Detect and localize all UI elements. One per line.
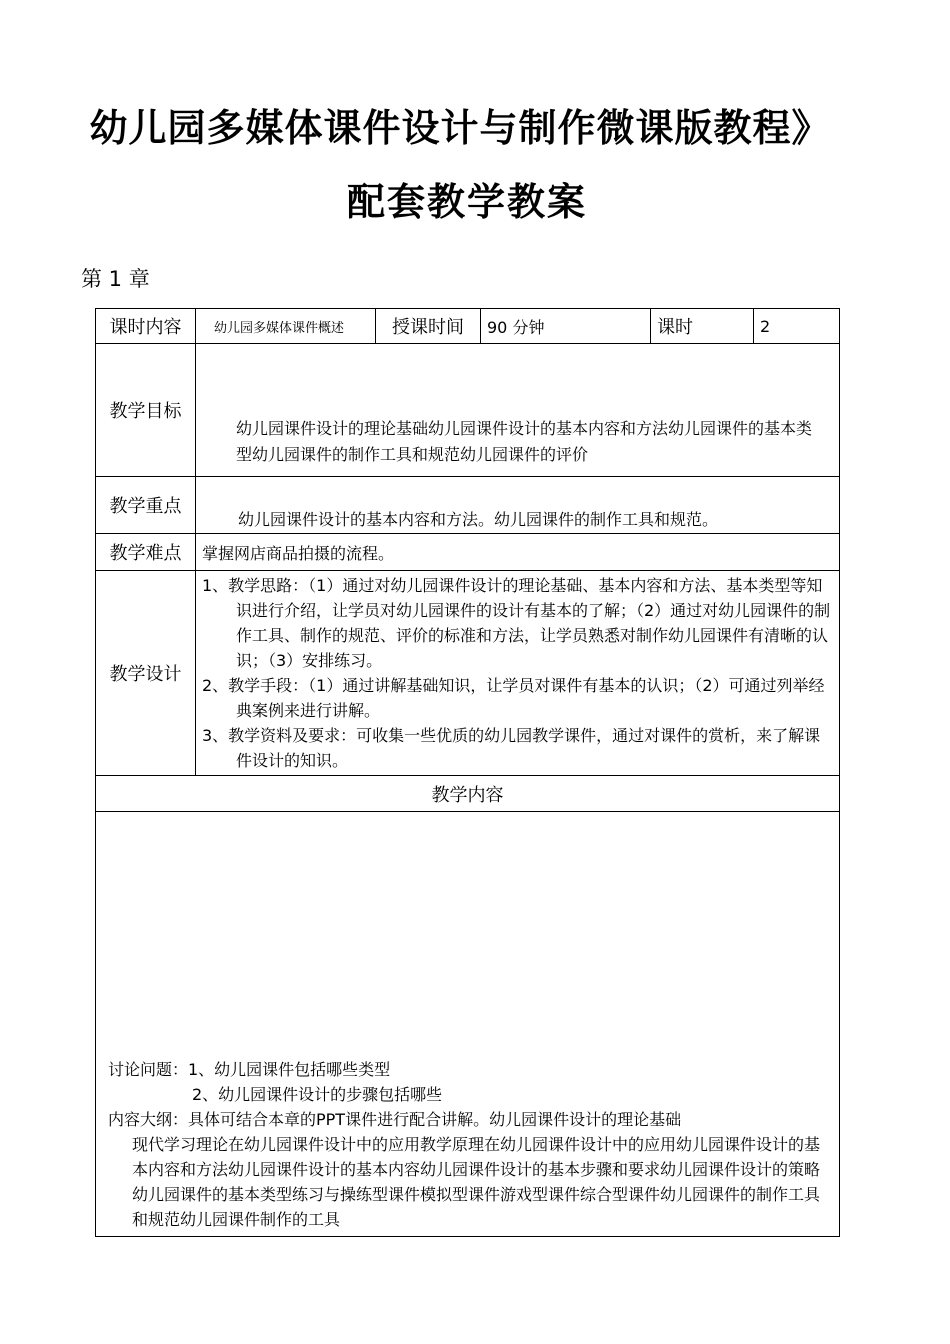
- table-row-design: [96, 571, 840, 776]
- class-hours-value: 2: [754, 309, 840, 344]
- difficulty-label: 教学难点: [96, 534, 196, 571]
- table-row-content-header: [96, 776, 840, 812]
- chapter-heading: 第 1 章: [81, 267, 150, 291]
- table-row-course-info: [96, 309, 840, 344]
- teaching-content-header: 教学内容: [96, 776, 840, 812]
- design-item-methods: 2、教学手段：（1）通过讲解基础知识，让学员对课件有基本的认识；（2）可通过列举经典案例来进行讲解。: [202, 676, 825, 720]
- class-hours-label: 课时: [651, 309, 754, 344]
- lesson-plan-table: [95, 308, 840, 1237]
- outline-body: 现代学习理论在幼儿园课件设计中的应用教学原理在幼儿园课件设计中的应用幼儿园课件设计的基本内容和方法幼儿园课件设计的基本内容幼儿园课件设计的基本步骤和要求幼儿园课件设计的策略幼儿园课件的基本类型练习与操练型课件模拟型课件游戏型课件综合型课件幼儿园课件的制作工具和规范幼儿园课件制作的工具: [132, 1135, 821, 1229]
- teaching-time-value: 90 分钟: [481, 309, 651, 344]
- table-row-difficulty: [96, 534, 840, 571]
- discussion-question-2: 2、幼儿园课件设计的步骤包括哪些: [192, 1085, 443, 1104]
- teaching-design-label: 教学设计: [96, 571, 196, 776]
- key-points-text: 幼儿园课件设计的基本内容和方法。幼儿园课件的制作工具和规范。: [196, 477, 840, 534]
- design-item-approach: 1、教学思路：（1）通过对幼儿园课件设计的理论基础、基本内容和方法、基本类型等知识进行介绍，让学员对幼儿园课件的设计有基本的了解；（2）通过对幼儿园课件的制作工具、制作的规范、评价的标准和方法，让学员熟悉对制作幼儿园课件有清晰的认识；（3）安排练习。: [202, 576, 831, 670]
- outline-intro: 内容大纲：具体可结合本章的PPT课件进行配合讲解。幼儿园课件设计的理论基础: [108, 1110, 682, 1129]
- table-row-key-points: [96, 477, 840, 534]
- table-row-content-body: [96, 812, 840, 1237]
- course-content-label: 课时内容: [96, 309, 196, 344]
- teaching-goal-text: 幼儿园课件设计的理论基础幼儿园课件设计的基本内容和方法幼儿园课件的基本类型幼儿园课件的制作工具和规范幼儿园课件的评价: [196, 344, 840, 477]
- teaching-content-body: [96, 812, 840, 1237]
- document-title-line1: 幼儿园多媒体课件设计与制作微课版教程》: [89, 106, 831, 150]
- teaching-time-label: 授课时间: [376, 309, 481, 344]
- difficulty-text: 掌握网店商品拍摄的流程。: [196, 534, 840, 571]
- teaching-goal-label: 教学目标: [96, 344, 196, 477]
- design-item-materials: 3、教学资料及要求：可收集一些优质的幼儿园教学课件，通过对课件的赏析，来了解课件设计的知识。: [202, 726, 821, 770]
- discussion-question-1: 讨论问题：1、幼儿园课件包括哪些类型: [108, 1060, 391, 1079]
- teaching-design-content: [196, 571, 840, 776]
- course-content-value: 幼儿园多媒体课件概述: [196, 309, 376, 344]
- table-row-goal: [96, 344, 840, 477]
- key-points-label: 教学重点: [96, 477, 196, 534]
- document-title-line2: 配套教学教案: [346, 180, 587, 224]
